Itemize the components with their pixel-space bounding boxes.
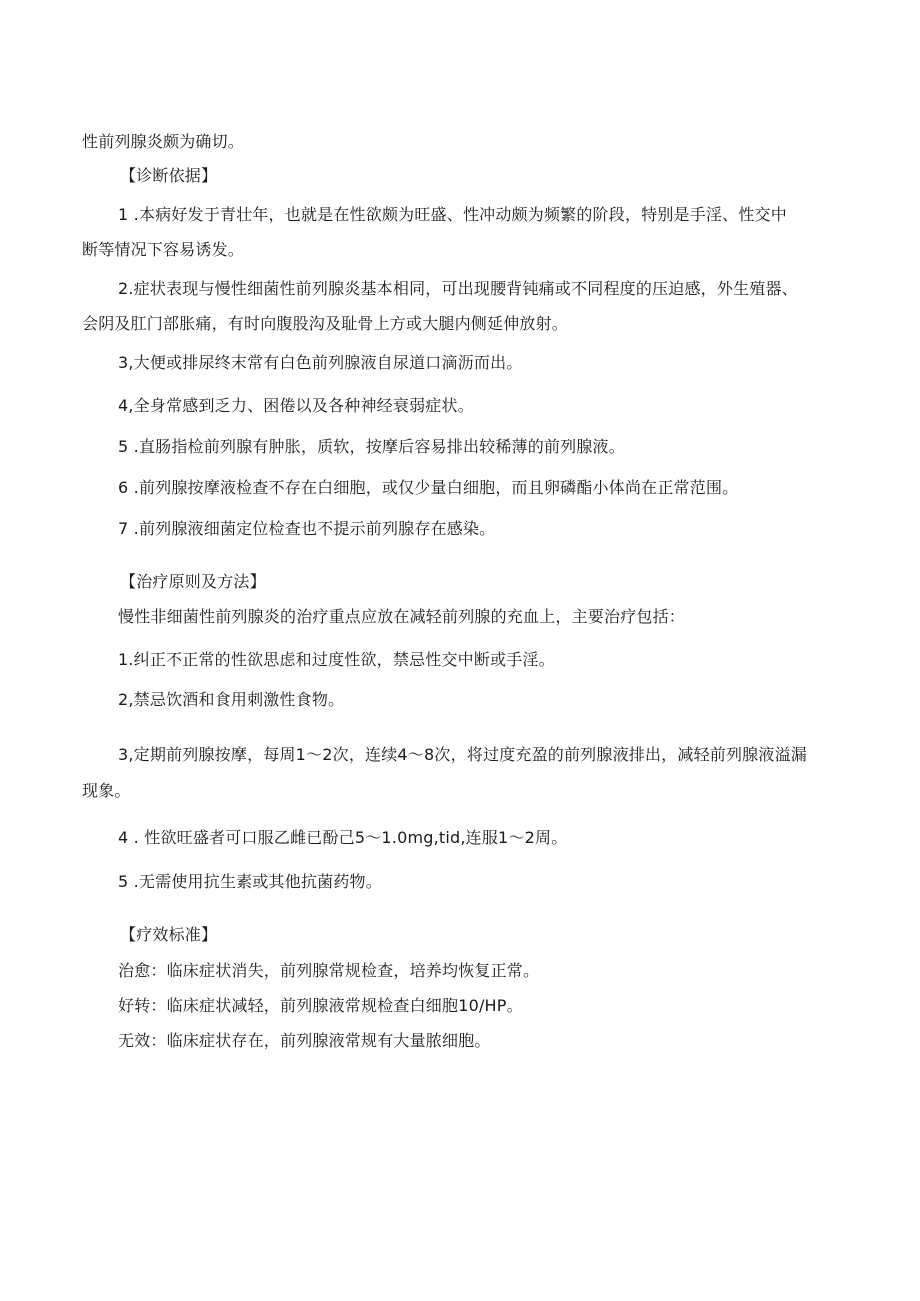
treatment-item-3-line-2: 现象。	[82, 781, 131, 800]
diagnosis-item-3: 3,大便或排尿终末常有白色前列腺液自尿道口滴沥而出。	[118, 353, 523, 372]
efficacy-heading: 【疗效标准】	[120, 925, 218, 944]
diagnosis-item-2-line-2: 会阴及肛门部胀痛，有时向腹股沟及耻骨上方或大腿内侧延伸放射。	[82, 314, 569, 333]
efficacy-ineffective: 无效：临床症状存在，前列腺液常规有大量脓细胞。	[118, 1031, 491, 1050]
treatment-intro: 慢性非细菌性前列腺炎的治疗重点应放在减轻前列腺的充血上，主要治疗包括：	[118, 607, 686, 626]
treatment-item-1: 1.纠正不正常的性欲思虑和过度性欲，禁忌性交中断或手淫。	[118, 650, 555, 669]
intro-text: 性前列腺炎颇为确切。	[82, 132, 245, 151]
diagnosis-item-5: 5 .直肠指检前列腺有肿胀，质软，按摩后容易排出较稀薄的前列腺液。	[118, 437, 625, 456]
efficacy-cured: 治愈：临床症状消失，前列腺常规检查，培养均恢复正常。	[118, 961, 540, 980]
treatment-item-3-line-1: 3,定期前列腺按摩，每周1～2次，连续4～8次，将过度充盈的前列腺液排出，减轻前列腺液溢漏	[118, 745, 807, 764]
treatment-item-2: 2,禁忌饮酒和食用刺激性食物。	[118, 690, 345, 709]
diagnosis-item-6: 6 .前列腺按摩液检查不存在白细胞，或仅少量白细胞，而且卵磷酯小体尚在正常范围。	[118, 478, 739, 497]
diagnosis-item-1-line-2: 断等情况下容易诱发。	[82, 240, 245, 259]
diagnosis-item-1-line-1: 1 .本病好发于青壮年，也就是在性欲颇为旺盛、性冲动颇为频繁的阶段，特别是手淫、性交中	[118, 205, 787, 224]
efficacy-improved: 好转：临床症状减轻，前列腺液常规检查白细胞10/HP。	[118, 996, 523, 1015]
diagnosis-item-2-line-1: 2.症状表现与慢性细菌性前列腺炎基本相同，可出现腰背钝痛或不同程度的压迫感，外生殖器、	[118, 279, 798, 298]
treatment-heading: 【治疗原则及方法】	[120, 572, 266, 591]
diagnosis-heading: 【诊断依据】	[120, 166, 218, 185]
diagnosis-item-4: 4,全身常感到乏力、困倦以及各种神经衰弱症状。	[118, 396, 474, 415]
diagnosis-item-7: 7 .前列腺液细菌定位检查也不提示前列腺存在感染。	[118, 519, 496, 538]
treatment-item-5: 5 .无需使用抗生素或其他抗菌药物。	[118, 872, 382, 891]
treatment-item-4: 4 . 性欲旺盛者可口服乙雌已酚己5～1.0mg,tid,连服1～2周。	[118, 828, 568, 847]
